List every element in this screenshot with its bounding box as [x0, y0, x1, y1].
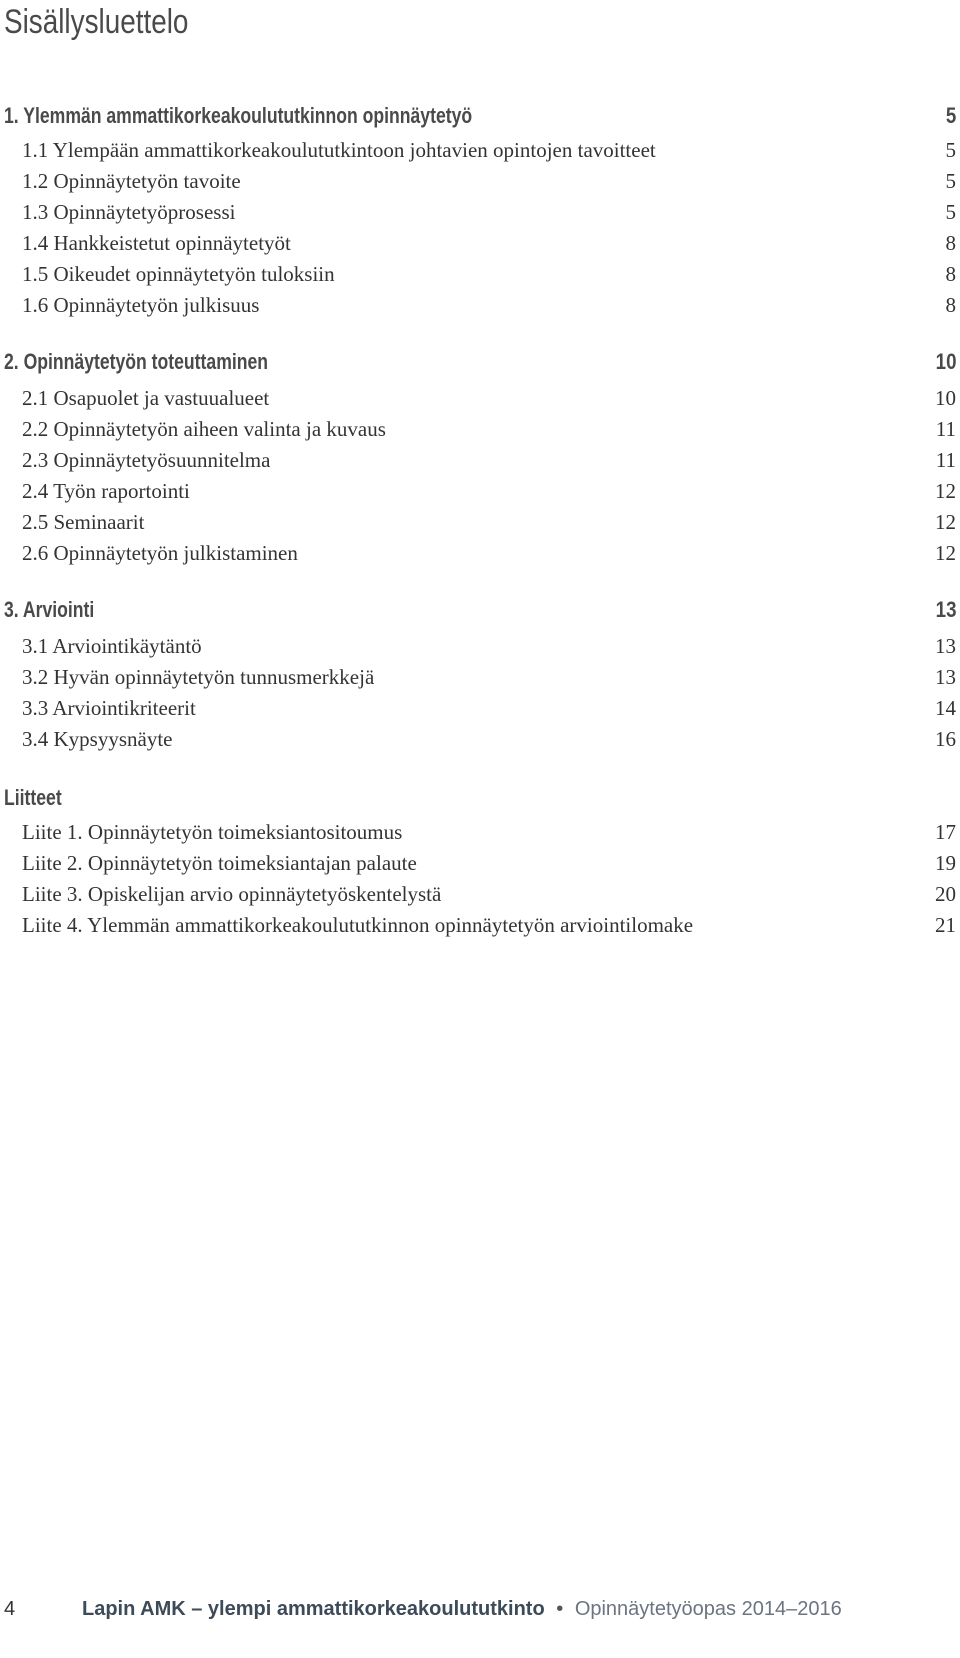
toc-page-number: 13: [935, 597, 956, 622]
toc-item-label: 2.4 Työn raportointi: [22, 479, 190, 503]
toc-item-label: 1.6 Opinnäytetyön julkisuus: [22, 293, 260, 317]
toc-item-label: 1.4 Hankkeistetut opinnäytetyöt: [22, 231, 291, 255]
toc-heading: [0, 100, 960, 132]
toc-item-label: 2.5 Seminaarit: [22, 510, 145, 534]
toc-page-number: 10: [935, 349, 956, 374]
toc-page-number: 19: [935, 851, 956, 875]
toc-item-label: Liite 1. Opinnäytetyön toimeksiantositoumus: [22, 820, 403, 844]
toc-item: [0, 537, 960, 569]
toc-page-number: 13: [935, 665, 956, 689]
toc-page-number: 11: [935, 448, 956, 472]
toc-item: [0, 444, 960, 476]
toc-page-number: 14: [935, 696, 956, 720]
toc-page-number: 16: [935, 727, 956, 751]
toc-heading-label: Liitteet: [4, 785, 62, 810]
toc-page-number: 21: [935, 913, 956, 937]
toc-item: [0, 475, 960, 507]
toc-heading: [0, 782, 960, 814]
toc-heading-label: 1. Ylemmän ammattikorkeakoulututkinnon opinnäytetyö: [4, 103, 473, 128]
toc-item-label: 3.1 Arviointikäytäntö: [22, 634, 202, 658]
toc-item-label: 1.5 Oikeudet opinnäytetyön tuloksiin: [22, 262, 335, 286]
toc-page-number: 8: [945, 231, 956, 255]
toc-item-label: 3.3 Arviointikriteerit: [22, 696, 196, 720]
toc-item-label: 2.3 Opinnäytetyösuunnitelma: [22, 448, 271, 472]
toc-item: [0, 134, 960, 166]
toc-item: [0, 227, 960, 259]
footer-series: [82, 1594, 842, 1624]
toc-page-number: 5: [945, 138, 956, 162]
toc-page-number: 20: [935, 882, 956, 906]
toc-item-label: 3.2 Hyvän opinnäytetyön tunnusmerkkejä: [22, 665, 375, 689]
toc-page-number: 5: [945, 169, 956, 193]
toc-item: [0, 258, 960, 290]
toc-item: [0, 382, 960, 414]
toc-item: [0, 165, 960, 197]
toc-item: [0, 878, 960, 910]
toc-heading-label: 3. Arviointi: [4, 597, 95, 622]
page-number: 4: [4, 1598, 16, 1620]
page-footer: [0, 1594, 960, 1624]
toc-page-number: 8: [945, 293, 956, 317]
toc-item: [0, 723, 960, 755]
page-title: Sisällysluettelo: [4, 3, 189, 41]
toc-page-number: 12: [935, 479, 956, 503]
toc-item: [0, 847, 960, 879]
toc-page-number: 11: [935, 417, 956, 441]
toc-heading: [0, 594, 960, 626]
toc-item: [0, 196, 960, 228]
footer-guide-title: Opinnäytetyöopas 2014–2016: [574, 1598, 842, 1620]
toc-item-label: Liite 2. Opinnäytetyön toimeksiantajan palaute: [22, 851, 417, 875]
toc-page-number: 5: [945, 103, 956, 128]
toc-heading-label: 2. Opinnäytetyön toteuttaminen: [4, 349, 269, 374]
toc-item: [0, 909, 960, 941]
toc-page-number: 12: [935, 541, 956, 565]
toc-item: [0, 506, 960, 538]
toc-item: [0, 692, 960, 724]
toc-item-label: Liite 4. Ylemmän ammattikorkeakoulututkinnon opinnäytetyön arviointilomake: [22, 913, 694, 937]
toc-item: [0, 413, 960, 445]
footer-separator: •: [556, 1598, 564, 1620]
toc-item-label: Liite 3. Opiskelijan arvio opinnäytetyöskentelystä: [22, 882, 442, 906]
toc-item-label: 1.2 Opinnäytetyön tavoite: [22, 169, 241, 193]
toc-page-number: 17: [935, 820, 956, 844]
toc-item-label: 3.4 Kypsyysnäyte: [22, 727, 173, 751]
toc-item: [0, 630, 960, 662]
toc-page-number: 8: [945, 262, 956, 286]
footer-brand: Lapin AMK – ylempi ammattikorkeakoulututkinto: [82, 1598, 545, 1620]
toc-page-number: 13: [935, 634, 956, 658]
toc-item: [0, 289, 960, 321]
toc-item-label: 2.1 Osapuolet ja vastuualueet: [22, 386, 270, 410]
toc-page-number: 10: [935, 386, 956, 410]
toc-item-label: 2.2 Opinnäytetyön aiheen valinta ja kuvaus: [22, 417, 386, 441]
toc-page-number: 5: [945, 200, 956, 224]
toc-item-label: 1.1 Ylempään ammattikorkeakoulututkintoon johtavien opintojen tavoitteet: [22, 138, 656, 162]
toc-item: [0, 661, 960, 693]
toc-page-number: 12: [935, 510, 956, 534]
toc-heading: [0, 346, 960, 378]
toc-item-label: 1.3 Opinnäytetyöprosessi: [22, 200, 236, 224]
toc-item: [0, 816, 960, 848]
toc-item-label: 2.6 Opinnäytetyön julkistaminen: [22, 541, 298, 565]
